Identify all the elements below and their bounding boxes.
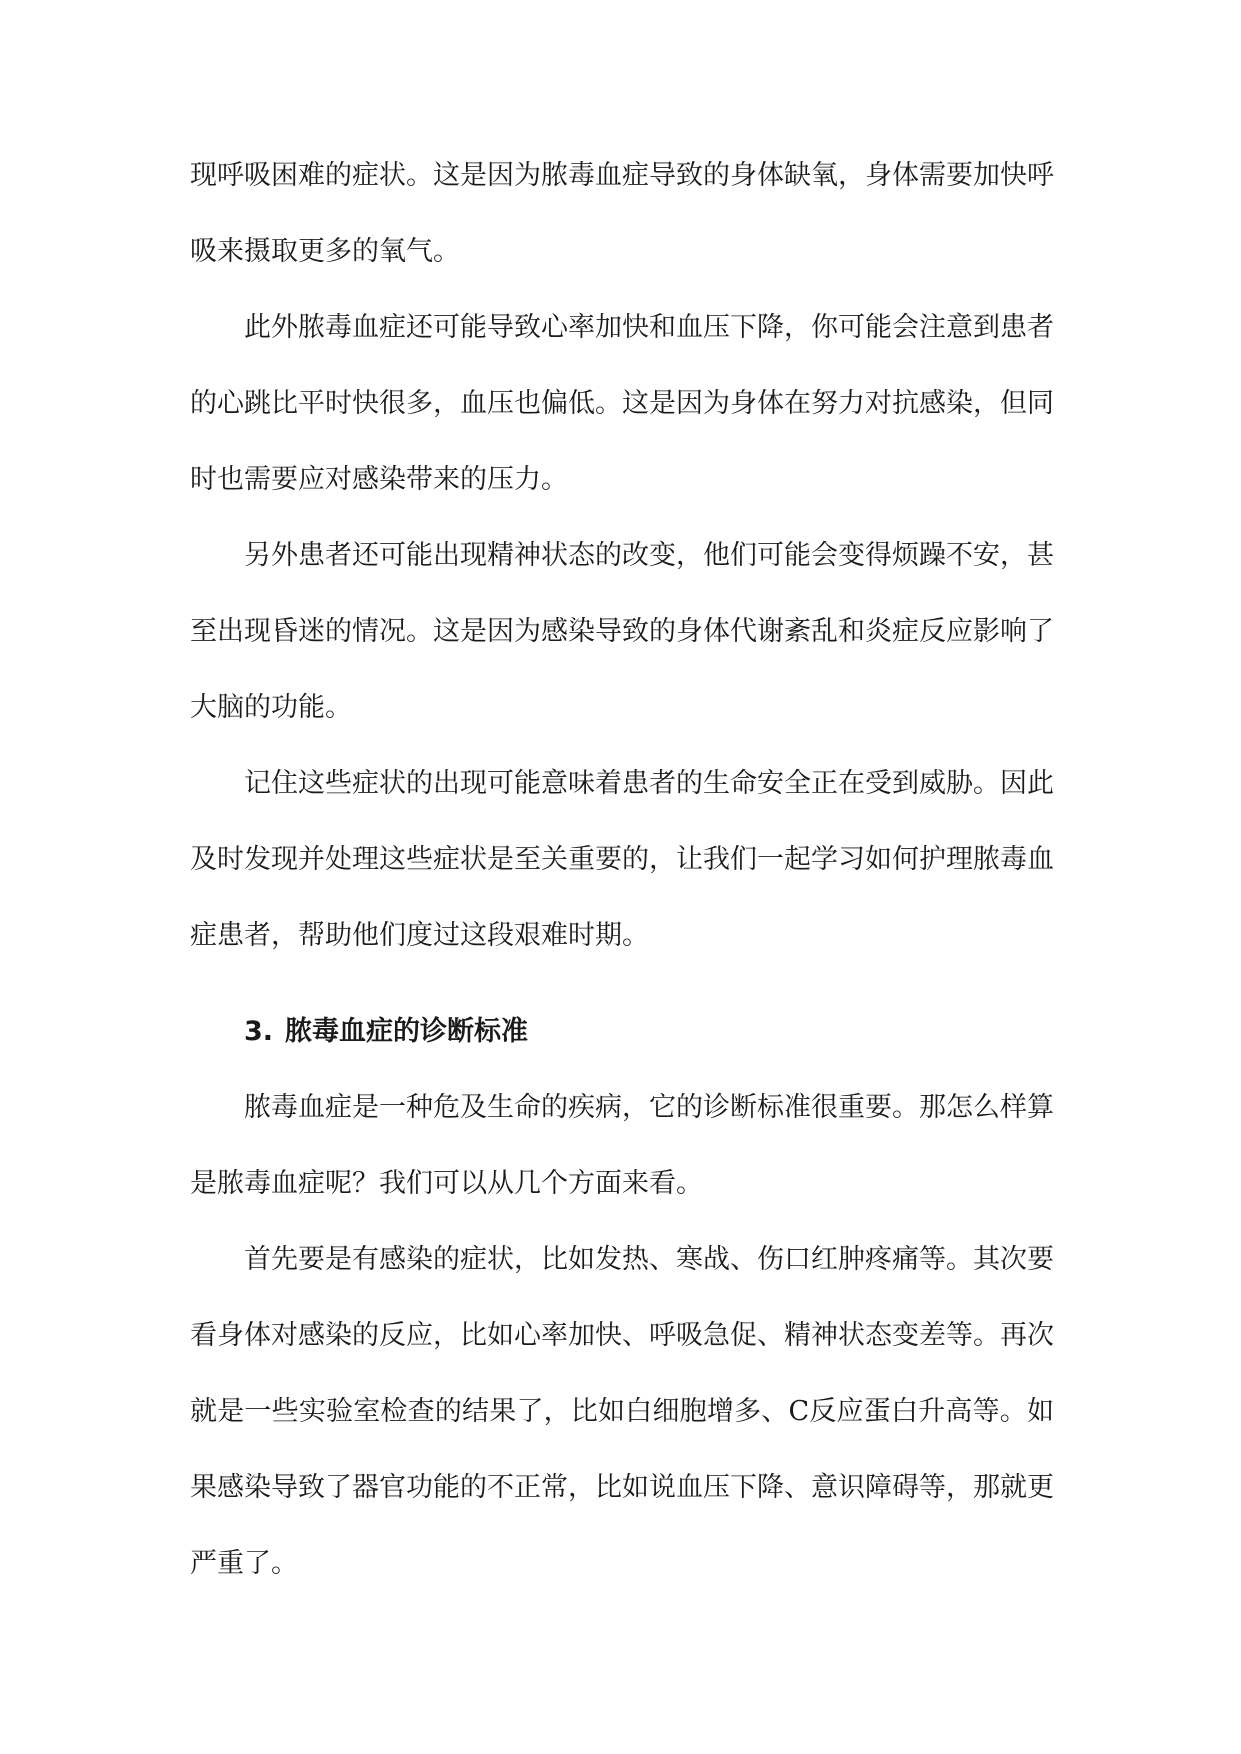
section-number: 3. [244,1016,274,1047]
paragraph-heart-rate: 此外脓毒血症还可能导致心率加快和血压下降，你可能会注意到患者的心跳比平时快很多，血压也偏低。这是因为身体在努力对抗感染，但同时也需要应对感染带来的压力。 [190,312,1054,495]
paragraph-diagnosis-intro: 脓毒血症是一种危及生命的疾病，它的诊断标准很重要。那怎么样算是脓毒血症呢？我们可以从几个方面来看。 [190,1092,1054,1199]
section-title: 脓毒血症的诊断标准 [285,1016,529,1047]
paragraph-remember: 记住这些症状的出现可能意味着患者的生命安全正在受到威胁。因此及时发现并处理这些症状是至关重要的，让我们一起学习如何护理脓毒血症患者，帮助他们度过这段艰难时期。 [190,768,1054,951]
paragraph-continued: 现呼吸困难的症状。这是因为脓毒血症导致的身体缺氧，身体需要加快呼吸来摄取更多的氧气。 [190,160,1054,267]
section-heading [190,994,1054,1070]
paragraph-mental-state: 另外患者还可能出现精神状态的改变，他们可能会变得烦躁不安，甚至出现昏迷的情况。这是因为感染导致的身体代谢紊乱和炎症反应影响了大脑的功能。 [190,540,1054,723]
document-body [190,138,1054,1602]
paragraph-diagnosis-criteria: 首先要是有感染的症状，比如发热、寒战、伤口红肿疼痛等。其次要看身体对感染的反应，比如心率加快、呼吸急促、精神状态变差等。再次就是一些实验室检查的结果了，比如白细胞增多、C反应蛋白升高等。如果感染导致了器官功能的不正常，比如说血压下降、意识障碍等，那就更严重了。 [190,1244,1054,1579]
